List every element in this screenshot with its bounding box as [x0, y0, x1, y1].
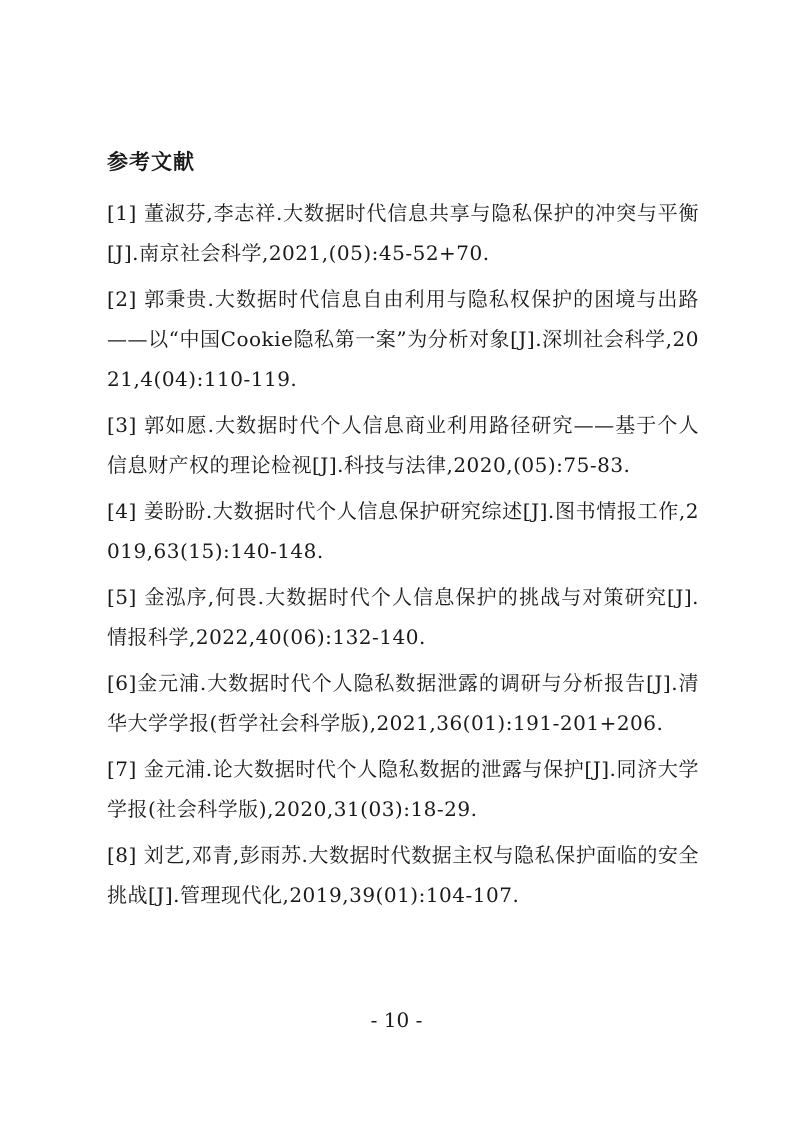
reference-item-4: [4] 姜盼盼.大数据时代个人信息保护研究综述[J].图书情报工作,2019,63(15):140-148.: [107, 499, 699, 563]
page-number: - 10 -: [370, 1008, 423, 1032]
reference-item-6: [6]金元浦.大数据时代个人隐私数据泄露的调研与分析报告[J].清华大学学报(哲学社会科学版),2021,36(01):191-201+206.: [107, 671, 699, 735]
reference-item-8: [8] 刘艺,邓青,彭雨苏.大数据时代数据主权与隐私保护面临的安全挑战[J].管理现代化,2019,39(01):104-107.: [107, 843, 699, 907]
reference-item-5: [5] 金泓序,何畏.大数据时代个人信息保护的挑战与对策研究[J].情报科学,2022,40(06):132-140.: [107, 585, 699, 649]
references-heading: 参考文献: [107, 150, 195, 174]
reference-item-7: [7] 金元浦.论大数据时代个人隐私数据的泄露与保护[J].同济大学学报(社会科学版),2020,31(03):18-29.: [107, 757, 699, 821]
reference-item-2: [2] 郭秉贵.大数据时代信息自由利用与隐私权保护的困境与出路——以“中国Cookie隐私第一案”为分析对象[J].深圳社会科学,2021,4(04):110-119.: [107, 287, 699, 391]
reference-list: [107, 193, 699, 921]
reference-item-3: [3] 郭如愿.大数据时代个人信息商业利用路径研究——基于个人信息财产权的理论检视[J].科技与法律,2020,(05):75-83.: [107, 413, 699, 477]
reference-item-1: [1] 董淑芬,李志祥.大数据时代信息共享与隐私保护的冲突与平衡[J].南京社会科学,2021,(05):45-52+70.: [107, 201, 699, 265]
